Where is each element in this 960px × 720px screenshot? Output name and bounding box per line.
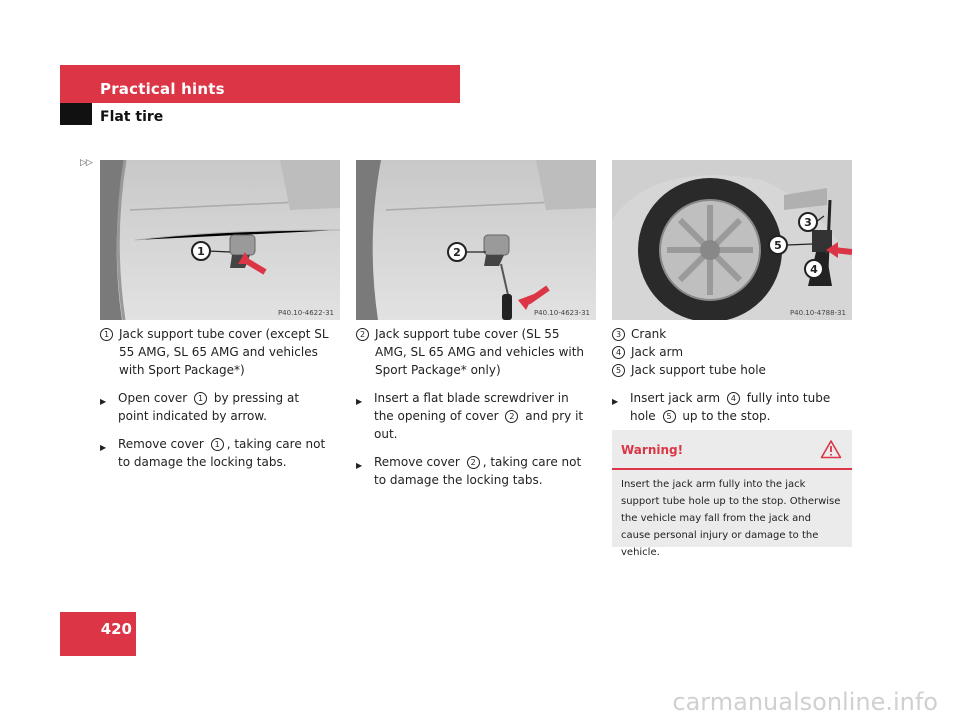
instruction-step xyxy=(100,435,330,471)
step-text-mid: fully into tube hole xyxy=(630,391,831,423)
instruction-step xyxy=(356,389,586,443)
warning-triangle-icon xyxy=(820,439,842,459)
warning-header xyxy=(612,430,852,470)
callout-4-label: 4 xyxy=(810,263,818,276)
figure-code: P40.10-4623-31 xyxy=(533,309,590,317)
legend-text: Crank xyxy=(631,327,667,341)
step-text-post: and pry it out. xyxy=(374,409,584,441)
legend-item xyxy=(356,325,586,379)
step-text-post: , taking care not to damage the locking tabs. xyxy=(374,455,582,487)
legend-text: Jack arm xyxy=(631,345,684,359)
instruction-step xyxy=(100,389,330,425)
step-ref-number: 1 xyxy=(211,438,224,451)
legend-item xyxy=(612,361,842,379)
page-number: 420 xyxy=(100,620,132,638)
warning-panel xyxy=(612,430,852,558)
step-text-pre: Remove cover xyxy=(118,437,204,451)
step-arrow-icon: ▶ xyxy=(612,397,619,406)
step-arrow-icon: ▶ xyxy=(356,397,363,406)
figure-code: P40.10-4788-31 xyxy=(789,309,846,317)
figure-code: P40.10-4622-31 xyxy=(277,309,334,317)
section-title: Practical hints xyxy=(100,80,225,98)
step-arrow-icon: ▶ xyxy=(100,443,107,452)
legend-item xyxy=(612,343,842,361)
step-text xyxy=(118,435,330,471)
column-1 xyxy=(100,325,330,471)
callout-2-label: 2 xyxy=(453,246,461,259)
step-text-pre: Remove cover xyxy=(374,455,460,469)
step-arrow-icon: ▶ xyxy=(356,461,363,470)
step-text-post: up to the stop. xyxy=(682,409,771,423)
continuation-marker: ▷▷ xyxy=(80,158,92,168)
callout-1-label: 1 xyxy=(197,245,205,258)
black-tab xyxy=(60,103,92,125)
step-text-pre: Open cover xyxy=(118,391,188,405)
warning-title: Warning! xyxy=(621,443,684,457)
step-ref-number: 1 xyxy=(194,392,207,405)
figure-jack xyxy=(612,160,852,320)
watermark: carmanualsonline.info xyxy=(672,688,938,716)
warning-text: Insert the jack arm fully into the jack support tube hole up to the stop. Otherwise the vehicle may fall from the jack and cause personal injury or damage to the vehicle. xyxy=(621,479,841,558)
instruction-step xyxy=(356,453,586,489)
step-text xyxy=(374,389,586,443)
legend-number: 5 xyxy=(612,364,625,377)
step-text-post: by pressing at point indicated by arrow. xyxy=(118,391,300,423)
step-arrow-icon: ▶ xyxy=(100,397,107,406)
legend-text: Jack support tube cover (SL 55 AMG, SL 65 AMG and vehicles with Sport Package* only) xyxy=(375,327,585,377)
page-subtitle: Flat tire xyxy=(100,109,164,125)
step-text-pre: Insert jack arm xyxy=(630,391,721,405)
figure-cover-1 xyxy=(100,160,340,320)
legend-number: 3 xyxy=(612,328,625,341)
step-ref-number: 2 xyxy=(505,410,518,423)
legend-number: 4 xyxy=(612,346,625,359)
step-text xyxy=(118,389,330,425)
step-ref-number: 5 xyxy=(663,410,676,423)
legend-text: Jack support tube hole xyxy=(631,363,766,377)
callout-3-label: 3 xyxy=(804,216,812,229)
legend-number: 1 xyxy=(100,328,113,341)
column-2 xyxy=(356,325,586,489)
legend-number: 2 xyxy=(356,328,369,341)
step-text xyxy=(630,389,842,425)
column-3 xyxy=(612,325,842,425)
callout-5-label: 5 xyxy=(774,239,782,252)
legend-text: Jack support tube cover (except SL 55 AMG, SL 65 AMG and vehicles with Sport Package*) xyxy=(119,327,329,377)
legend-item xyxy=(612,325,842,343)
step-ref-number: 2 xyxy=(467,456,480,469)
figure-cover-2 xyxy=(356,160,596,320)
step-text-pre: Insert a flat blade screwdriver in the opening of cover xyxy=(374,391,569,423)
instruction-step xyxy=(612,389,842,425)
legend-item xyxy=(100,325,330,379)
step-ref-number: 4 xyxy=(727,392,740,405)
step-text xyxy=(374,453,586,489)
step-text-post: , taking care not to damage the locking tabs. xyxy=(118,437,326,469)
